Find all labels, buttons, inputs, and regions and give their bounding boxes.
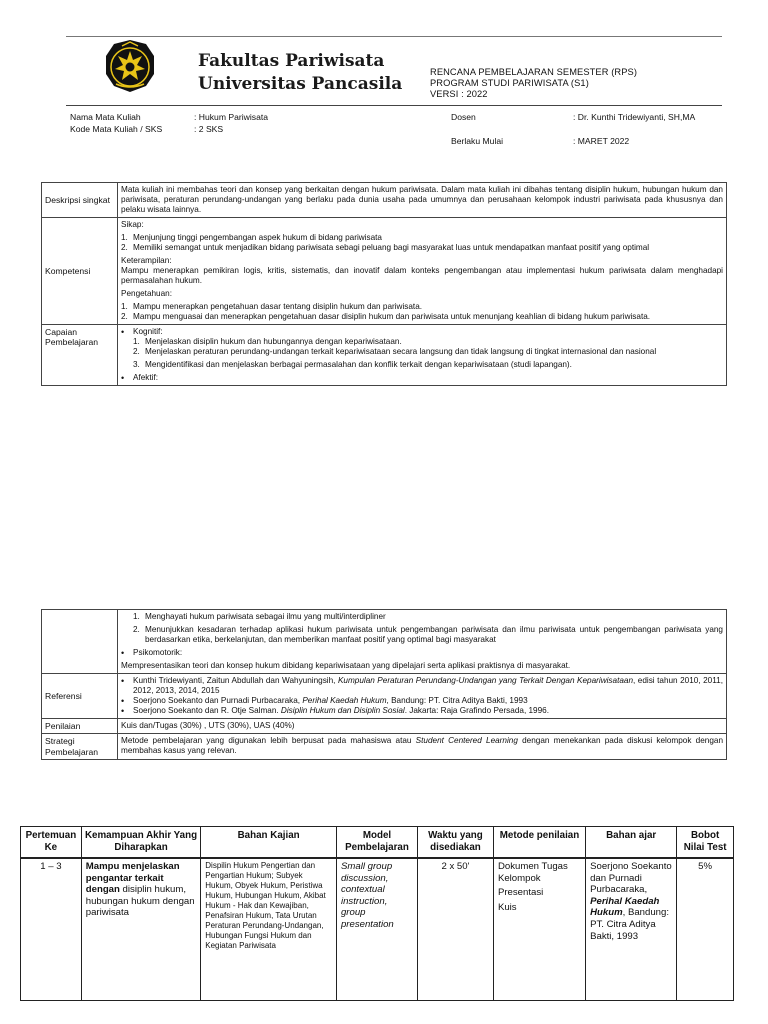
rps-heading: [430, 67, 637, 100]
capaian-row: [42, 325, 727, 386]
list-item: 2. Memiliki semangat untuk menjadikan bidang pariwisata sebagi peluang bagi masyarakat luas untuk mendapatkan manfaat positif yang optimal: [121, 243, 650, 252]
header-bottom-rule: [66, 105, 722, 106]
penilaian-row: [42, 719, 727, 734]
kompetensi-content: [118, 218, 727, 325]
list-item: 1. Menjelaskan disiplin hukum dan hubungannya dengan kepariwisataan.: [133, 337, 402, 346]
list-item: • Kunthi Tridewiyanti, Zaitun Abdullah dan Wahyuningsih, Kumpulan Peraturan Perundang-Undangan yang Terkait Dengan Kepariwisataan, edisi tahun 2010, 2011, 2012, 2013, 2014, 2015: [121, 676, 723, 695]
list-item: 1. Menghayati hukum pariwisata sebagai ilmu yang multi/interdipliner: [133, 612, 386, 621]
list-item: • Soerjono Soekanto dan Purnadi Purbacaraka, Perihal Kaedah Hukum, Bandung: PT. Citra Aditya Bakti, 1993: [121, 696, 528, 706]
course-info-left: [70, 111, 268, 135]
list-item: 1. Mampu menerapkan pengetahuan dasar tentang disiplin hukum dan pariwisata.: [121, 302, 423, 311]
kompetensi-label: Kompetensi: [42, 218, 118, 325]
bahan-kajian-cell: Dispilin Hukum Pengertian dan Pengartian Hukum; Subyek Hukum, Obyek Hukum, Peristiwa Hukum, Hubungan Hukum, Akibat Hukum - Hak dan Kewajiban, Penafsiran Hukum, Tata Urutan Peraturan Perundang-Undangan, Hubungan Fungsi Hukum dan Kegiatan Pariwisata: [201, 858, 337, 1000]
bobot-cell: 5%: [677, 858, 734, 1000]
afektif-list: [121, 612, 723, 645]
course-info-right: [451, 111, 695, 147]
metode-cell: Dokumen Tugas Kelompok Presentasi Kuis: [493, 858, 585, 1000]
referensi-row: [42, 674, 727, 719]
course-name-label: Nama Mata Kuliah: [70, 112, 141, 122]
header-metode: Metode penilaian: [493, 827, 585, 859]
pertemuan-cell: 1 – 3: [21, 858, 82, 1000]
table-row: [21, 858, 734, 1000]
version-label: VERSI : 2022: [430, 89, 488, 99]
header-waktu: Waktu yang disediakan: [417, 827, 493, 859]
capaian-continued-row: [42, 610, 727, 674]
penilaian-label: Penilaian: [42, 719, 118, 734]
list-item: • Soerjono Soekanto dan R. Otje Salman. Disiplin Hukum dan Disiplin Sosial. Jakarta: Raja Grafindo Persada, 1996.: [121, 706, 549, 716]
rps-title: RENCANA PEMBELAJARAN SEMESTER (RPS): [430, 67, 638, 77]
header-bahan-kajian: Bahan Kajian: [201, 827, 337, 859]
course-continuation-table: [41, 609, 727, 760]
deskripsi-label: Deskripsi singkat: [42, 183, 118, 218]
sikap-label: Sikap:: [121, 220, 144, 229]
bullet-icon: •: [121, 706, 125, 716]
header-pertemuan: Pertemuan Ke: [21, 827, 82, 859]
bahan-ajar-cell: Soerjono Soekanto dan Purnadi Purbacaraka, Perihal Kaedah Hukum, Bandung: PT. Citra Aditya Bakti, 1993: [586, 858, 677, 1000]
strategi-label: Strategi Pembelajaran: [42, 734, 118, 760]
kognitif-heading: • Kognitif:: [121, 327, 163, 337]
strategi-row: [42, 734, 727, 760]
list-item: 3. Mengidentifikasi dan menjelaskan berbagai permasalahan dan konflik terkait dengan kepariwisataan (studi lapangan).: [133, 360, 572, 369]
keterampilan-text: Mampu menerapkan pemikiran logis, kritis, sistematis, dan inovatif dalam konteks pengembangan atau implementasi hukum pariwisata dalam menghadapi permasalahan hukum.: [121, 266, 723, 285]
header-top-rule: [66, 36, 722, 37]
psikomotorik-heading: • Psikomotorik:: [121, 648, 183, 658]
psikomotorik-text: Mempresentasikan teori dan konsep hukum dibidang kepariwisataan yang dipelajari serta aplikasi praktisnya di masyarakat.: [121, 661, 571, 670]
penilaian-text: Kuis dan/Tugas (30%) , UTS (30%), UAS (40%): [118, 719, 727, 734]
kemampuan-cell: Mampu menjelaskan pengantar terkait dengan disiplin hukum, hubungan hukum dengan pariwisata: [81, 858, 201, 1000]
deskripsi-text: Mata kuliah ini membahas teori dan konsep yang berkaitan dengan hukum pariwisata. Dalam mata kuliah ini dibahas tentang disiplin hukum, hubungan hukum dan pariwisata, peraturan perundang-undangan yang berlaku pada dunia usaha pada umumnya dan perusahaan kelompok industri pariwisata pada khususnya dan pelaku wisata lainnya.: [118, 183, 727, 218]
faculty-title: [198, 50, 402, 96]
university-seal-icon: [102, 38, 158, 94]
schedule-header-row: [21, 827, 734, 859]
kompetensi-row: [42, 218, 727, 325]
course-description-table: [41, 182, 727, 386]
bullet-icon: •: [121, 696, 125, 706]
faculty-name: Fakultas Pariwisata: [198, 51, 385, 71]
bullet-icon: •: [121, 327, 125, 337]
header-kemampuan: Kemampuan Akhir Yang Diharapkan: [81, 827, 201, 859]
pengetahuan-list: [121, 302, 723, 322]
model-cell: Small group discussion, contextual instruction, group presentation: [336, 858, 417, 1000]
header-bobot: Bobot Nilai Test: [677, 827, 734, 859]
valid-from-value: : MARET 2022: [573, 136, 630, 146]
capaian-continued-content: [118, 610, 727, 674]
list-item: 2. Menjelaskan peraturan perundang-undangan terkait kepariwisataan secara langsung dan tidak langsung di tingkat internasional dan nasional: [133, 347, 657, 356]
afektif-heading: • Afektif:: [121, 373, 159, 383]
lecturer-value: : Dr. Kunthi Tridewiyanti, SH,MA: [573, 112, 696, 122]
header-model: Model Pembelajaran: [336, 827, 417, 859]
referensi-label: Referensi: [42, 674, 118, 719]
course-name-value: : Hukum Pariwisata: [194, 112, 269, 122]
list-item: 1. Menjunjung tinggi pengembangan aspek hukum di bidang pariwisata: [121, 233, 382, 242]
bullet-icon: •: [121, 373, 125, 383]
program-name: PROGRAM STUDI PARIWISATA (S1): [430, 78, 589, 88]
deskripsi-row: [42, 183, 727, 218]
lecturer-label: Dosen: [451, 112, 476, 122]
capaian-content: [118, 325, 727, 386]
valid-from-label: Berlaku Mulai: [451, 136, 504, 146]
keterampilan-label: Keterampilan:: [121, 256, 172, 265]
strategi-text: Metode pembelajaran yang digunakan lebih berpusat pada mahasiswa atau Student Centered Learning dengan menekankan pada diskusi kelompok dengan membahas kasus yang relevan.: [118, 734, 727, 760]
referensi-content: [118, 674, 727, 719]
header-bahan-ajar: Bahan ajar: [586, 827, 677, 859]
empty-label-cell: [42, 610, 118, 674]
pengetahuan-label: Pengetahuan:: [121, 289, 172, 298]
list-item: 2. Menunjukkan kesadaran terhadap aplikasi hukum pariwisata untuk pengembangan pariwisata dan ilmu pariwisata untuk pengembangan pariwisata yang berdasarkan etika, berkelanjutan, dan memberikan manfaat positif yang optimal bagi masyarakat: [133, 625, 723, 644]
waktu-cell: 2 x 50': [417, 858, 493, 1000]
university-name: Universitas Pancasila: [198, 74, 403, 94]
capaian-label: Capaian Pembelajaran: [42, 325, 118, 386]
weekly-schedule-table: [20, 826, 734, 1001]
bullet-icon: •: [121, 648, 125, 658]
course-code-value: : 2 SKS: [194, 124, 224, 134]
kognitif-list: [121, 337, 723, 370]
course-code-label: Kode Mata Kuliah / SKS: [70, 124, 163, 134]
bullet-icon: •: [121, 676, 125, 686]
list-item: 2. Mampu menguasai dan menerapkan pengetahuan dasar disiplin hukum dan pariwisata untuk menunjang keahlian di bidang hukum pariwisata.: [121, 312, 651, 321]
sikap-list: [121, 233, 723, 253]
